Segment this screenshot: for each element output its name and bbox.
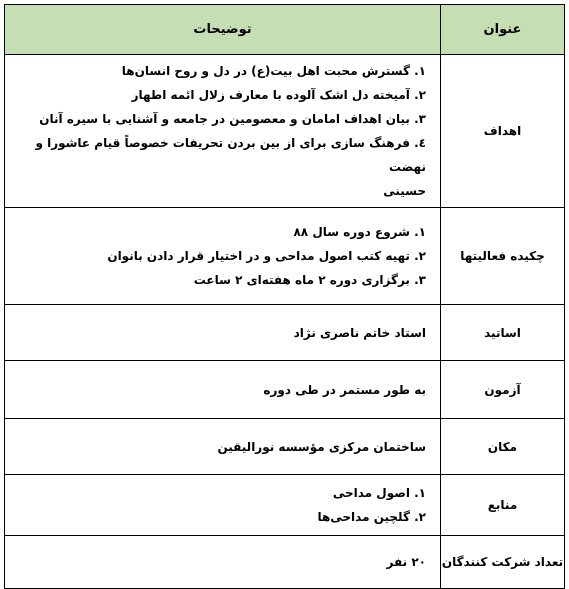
row-desc-goals bbox=[5, 55, 441, 208]
row-desc-sources bbox=[5, 475, 441, 536]
table-row-sources bbox=[5, 475, 565, 536]
row-desc-teachers bbox=[5, 305, 441, 361]
table-row-participants bbox=[5, 536, 565, 589]
row-title-summary: چکیده فعالیتها bbox=[441, 208, 565, 305]
goals-line-4-cont: حسینی bbox=[383, 184, 426, 198]
sources-line-2: ۲. گلچین مداحی‌ها bbox=[317, 510, 426, 524]
goals-line-3: ۳. بیان اهداف امامان و معصومین در جامعه و آشنایی با سیره آنان bbox=[39, 112, 426, 126]
summary-line-2: ۲. تهیه کتب اصول مداحی و در اختیار قرار دادن بانوان bbox=[107, 249, 426, 263]
teachers-line-1: استاد خاتم ناصری نژاد bbox=[293, 325, 426, 340]
place-line-1: ساختمان مرکزی مؤسسه نورالیقین bbox=[217, 439, 426, 454]
row-desc-summary bbox=[5, 208, 441, 305]
info-table bbox=[4, 4, 565, 589]
info-table-container bbox=[4, 4, 565, 589]
table-row-goals bbox=[5, 55, 565, 208]
summary-line-3: ۳. برگزاری دوره ۲ ماه هفته‌ای ۲ ساعت bbox=[193, 273, 426, 287]
row-title-place: مکان bbox=[441, 419, 565, 475]
row-title-participants: تعداد شرکت کنندگان bbox=[441, 536, 565, 589]
row-title-goals: اهداف bbox=[441, 55, 565, 208]
header-row bbox=[5, 5, 565, 55]
row-desc-participants bbox=[5, 536, 441, 589]
table-row-exam bbox=[5, 361, 565, 419]
summary-line-1: ۱. شروع دوره سال ۸۸ bbox=[293, 225, 426, 239]
row-desc-place bbox=[5, 419, 441, 475]
header-title-cell: عنوان bbox=[441, 5, 565, 55]
row-title-sources: منابع bbox=[441, 475, 565, 536]
row-title-teachers: اساتید bbox=[441, 305, 565, 361]
sources-line-1: ۱. اصول مداحی bbox=[332, 486, 426, 500]
table-row-place bbox=[5, 419, 565, 475]
goals-line-1: ۱. گسترش محبت اهل بیت(ع) در دل و روح انسان‌ها bbox=[121, 64, 426, 78]
table-row-teachers bbox=[5, 305, 565, 361]
goals-line-4: ٤. فرهنگ سازی برای از بین بردن تحریفات خصوصاً قیام عاشورا و نهضت bbox=[35, 136, 426, 174]
table-row-summary bbox=[5, 208, 565, 305]
participants-line-1: ۲۰ نفر bbox=[386, 555, 426, 569]
row-title-exam: آزمون bbox=[441, 361, 565, 419]
exam-line-1: به طور مستمر در طی دوره bbox=[263, 382, 426, 397]
goals-line-2: ۲. آمیخته دل اشک آلوده با معارف زلال ائمه اطهار bbox=[131, 88, 426, 102]
row-desc-exam bbox=[5, 361, 441, 419]
header-desc-cell: توضیحات bbox=[5, 5, 441, 55]
